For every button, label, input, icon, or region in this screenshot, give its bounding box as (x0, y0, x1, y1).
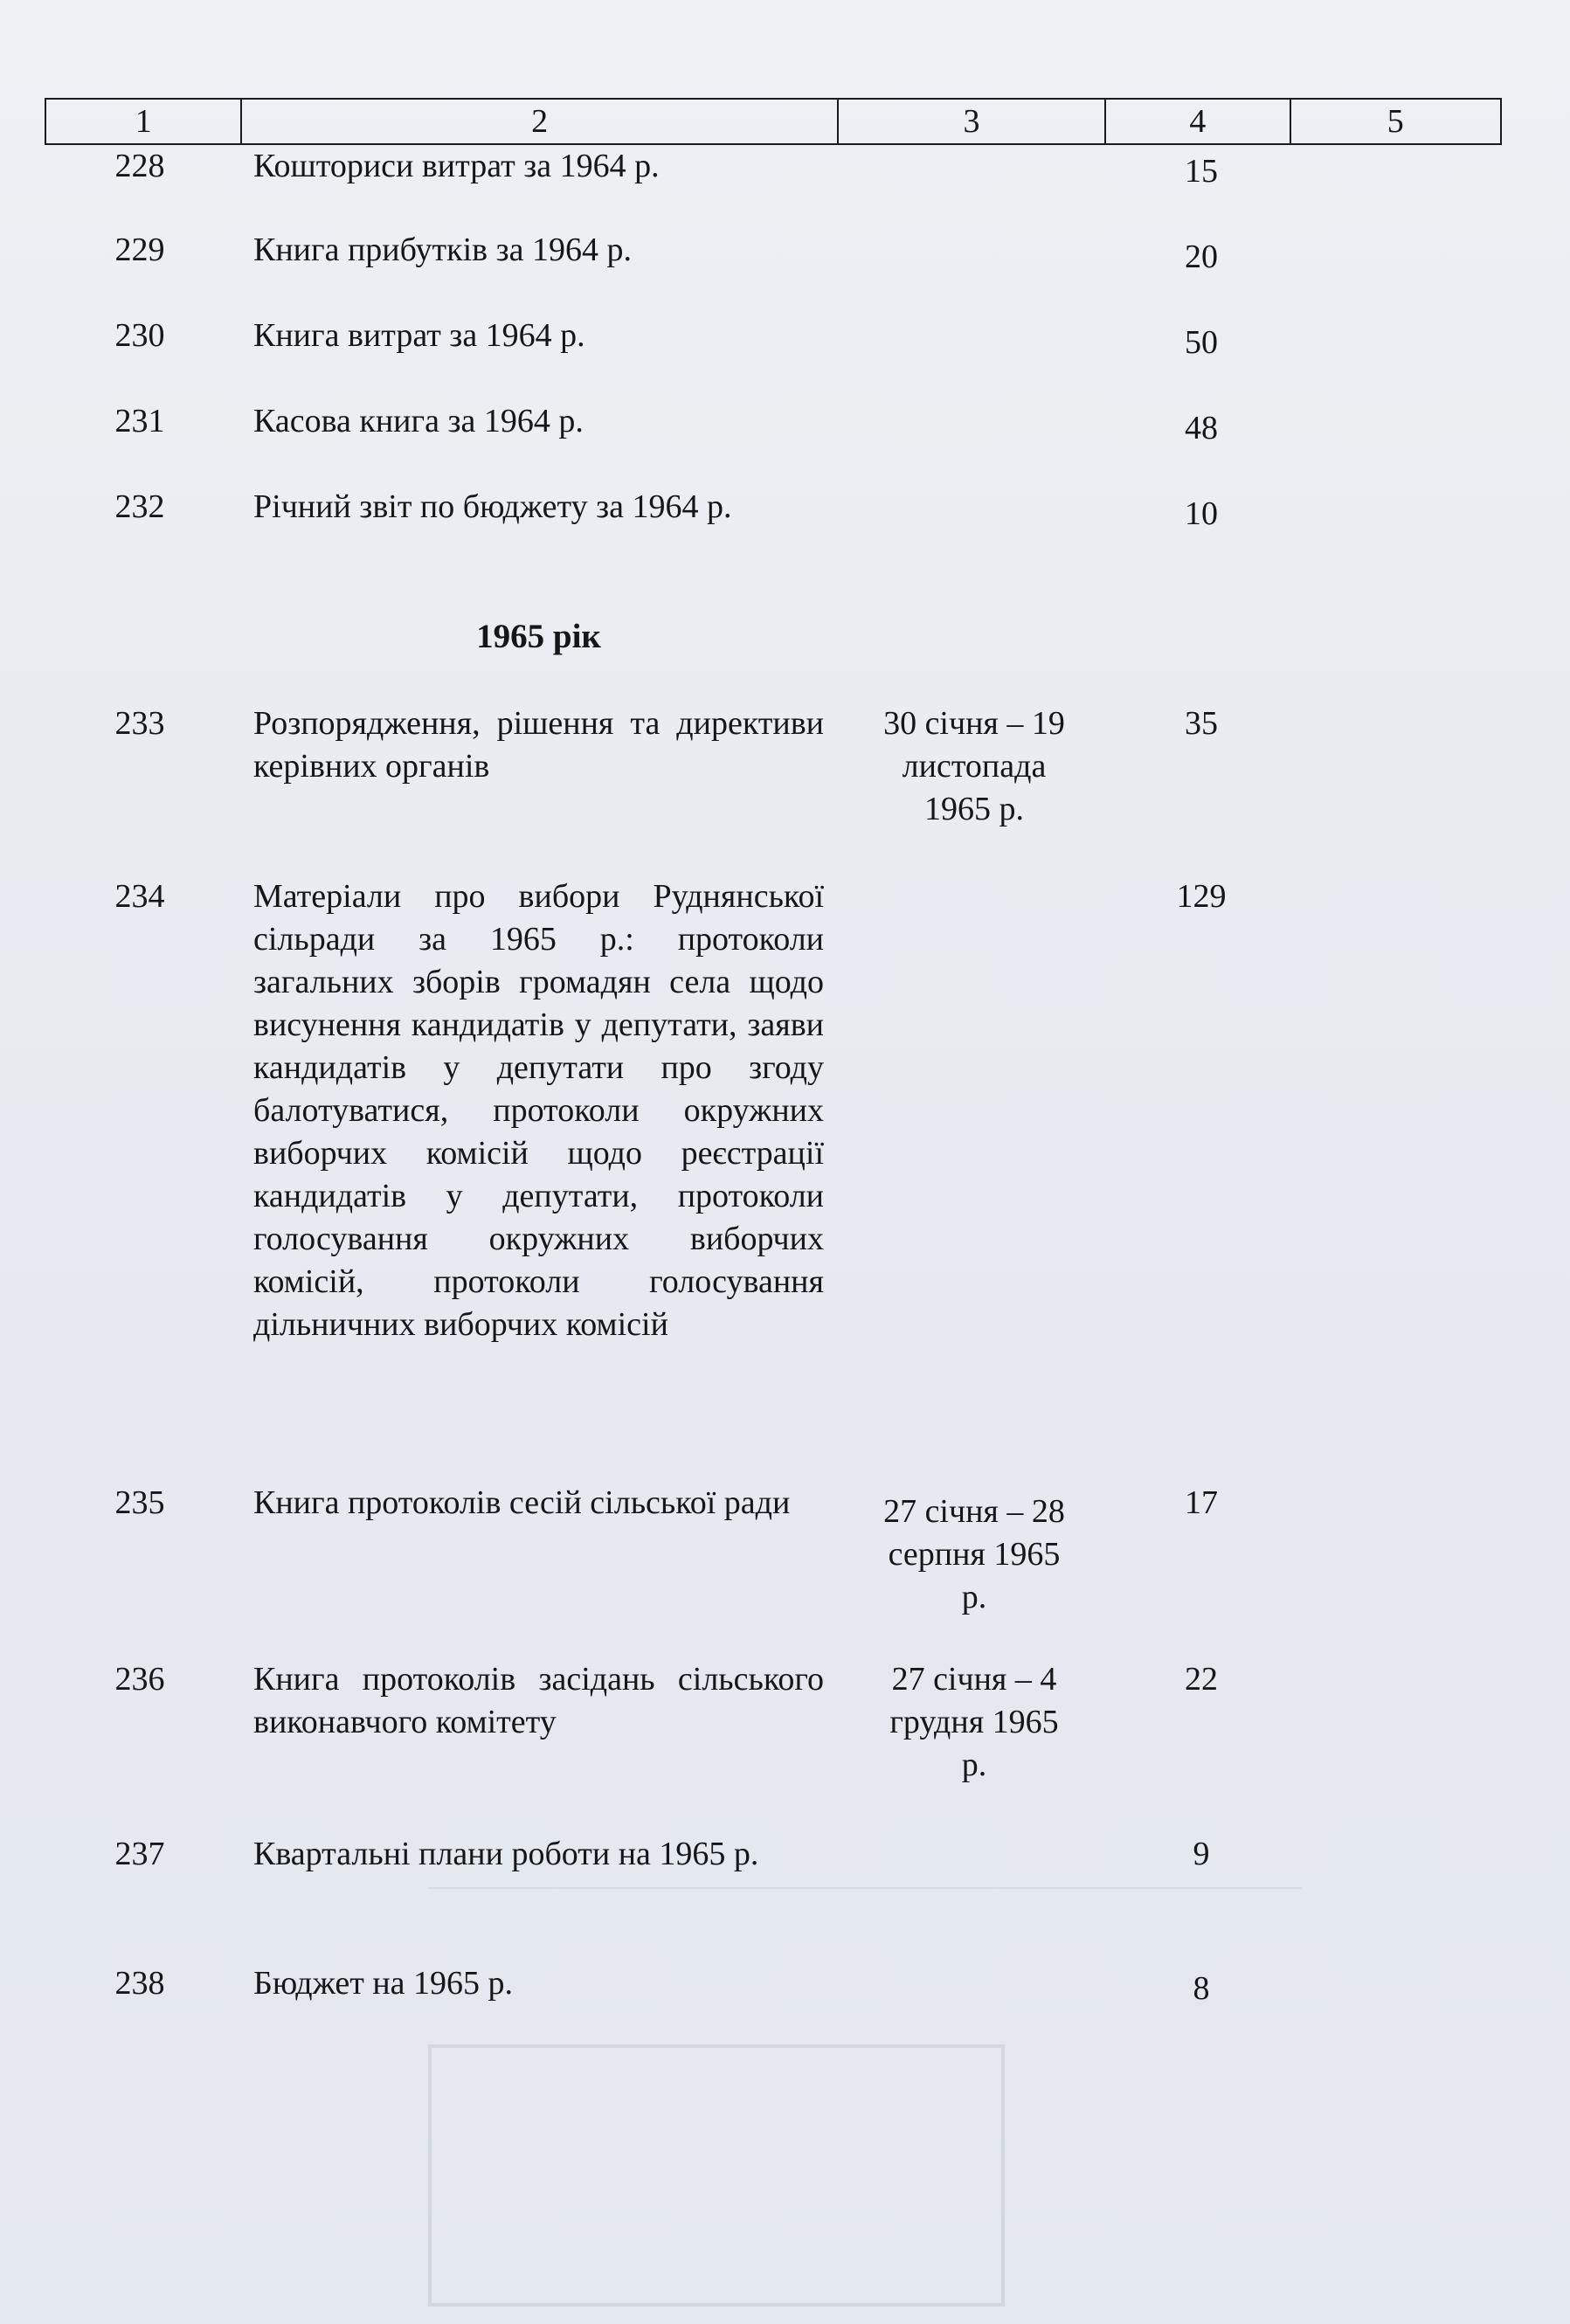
entry-number: 232 (114, 488, 165, 525)
entry-pages: 20 (1185, 239, 1218, 275)
entry-pages: 17 (1185, 1484, 1218, 1521)
entry-number: 237 (114, 1836, 165, 1872)
entry-title: Річний звіт по бюджету за 1964 р. (253, 488, 732, 525)
entry-title: Книга витрат за 1964 р. (253, 317, 585, 354)
entry-title: Матеріали про вибори Руднянської сільради за 1965 р.: протоколи загальних зборів громадян села щодо висунення кандидатів у депутати, заяви кандидатів у депутати про згоду балотуватися, протоколи окружних виборчих комісій щодо реєстрації кандидатів у депутати, протоколи голосування окружних виборчих комісій, протоколи голосування дільничних виборчих комісій (253, 878, 824, 1343)
entry-title: Кошториси витрат за 1964 р. (253, 148, 660, 184)
bleed-through-stamp (428, 2044, 1005, 2307)
entry-number: 228 (114, 148, 165, 184)
year-section-heading: 1965 рік (476, 618, 601, 655)
entry-number: 234 (114, 878, 165, 915)
entry-title: Розпорядження, рішення та директиви керівних органів (253, 705, 824, 785)
entry-number: 233 (114, 705, 165, 742)
column-header-4: 4 (1106, 100, 1291, 143)
entry-title: Касова книга за 1964 р. (253, 403, 584, 439)
entry-title: Книга протоколів сесій сільської ради (253, 1484, 791, 1521)
entry-title: Квартальні плани роботи на 1965 р. (253, 1836, 759, 1872)
entry-pages: 8 (1193, 1970, 1210, 2007)
entry-dates: 27 січня – 4 грудня 1965 р. (889, 1661, 1059, 1783)
entry-number: 238 (114, 1965, 165, 2002)
entry-pages: 35 (1185, 705, 1218, 742)
entry-dates: 30 січня – 19 листопада 1965 р. (883, 705, 1065, 827)
entry-number: 231 (114, 403, 165, 439)
entry-title: Бюджет на 1965 р. (253, 1965, 514, 2002)
entry-number: 230 (114, 317, 165, 354)
entry-title: Книга протоколів засідань сільського виконавчого комітету (253, 1661, 824, 1740)
entry-pages: 48 (1185, 410, 1218, 446)
column-header-3: 3 (839, 100, 1106, 143)
entry-dates: 27 січня – 28 серпня 1965 р. (883, 1493, 1065, 1615)
entry-number: 235 (114, 1484, 165, 1521)
entry-pages: 9 (1193, 1836, 1210, 1872)
column-header-5: 5 (1387, 103, 1404, 140)
entry-number: 229 (114, 232, 165, 268)
column-number-header (45, 98, 1502, 145)
bleed-through-line (428, 1887, 1302, 1889)
entry-pages: 22 (1185, 1661, 1218, 1698)
entry-title: Книга прибутків за 1964 р. (253, 232, 632, 268)
entry-pages: 10 (1185, 495, 1218, 532)
entry-number: 236 (114, 1661, 165, 1698)
column-header-1: 1 (46, 100, 242, 143)
entry-pages: 129 (1176, 878, 1227, 915)
column-header-2: 2 (242, 100, 838, 143)
entry-pages: 15 (1185, 153, 1218, 190)
entry-pages: 50 (1185, 324, 1218, 361)
